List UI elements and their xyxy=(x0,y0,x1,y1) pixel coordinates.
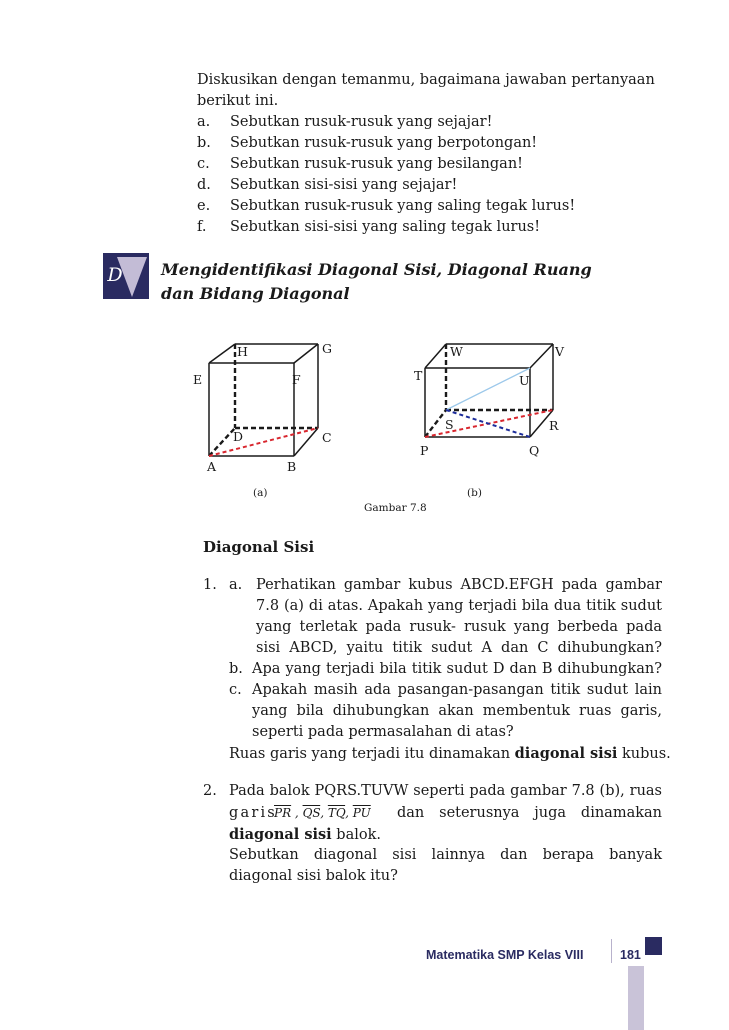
edge-EH xyxy=(209,344,235,363)
list-label: a. xyxy=(197,114,211,130)
q1a-line: 7.8 (a) di atas. Apakah yang terjadi bila dua titik sudut xyxy=(256,598,662,614)
segment-TQ: $\overline{TQ}$ xyxy=(327,806,346,820)
section-title-line: Mengidentifikasi Diagonal Sisi, Diagonal Ruang xyxy=(161,260,592,279)
list-item xyxy=(197,133,667,154)
list-text: Sebutkan rusuk-rusuk yang besilangan! xyxy=(230,156,523,172)
vertex-label-E: E xyxy=(193,372,203,387)
list-text: Sebutkan rusuk-rusuk yang berpotongan! xyxy=(230,135,538,151)
diagonal-AC xyxy=(209,428,318,456)
garis-word: garis xyxy=(229,805,277,821)
section-title-line: dan Bidang Diagonal xyxy=(161,284,350,303)
page-number: 181 xyxy=(620,948,641,962)
edge-FG xyxy=(294,344,318,363)
vertex-label-P: P xyxy=(420,443,429,458)
vertex-label-U: U xyxy=(519,373,530,388)
vertex-label-A: A xyxy=(207,459,217,474)
edge-AD-hidden xyxy=(209,428,235,456)
edge-BC xyxy=(294,428,318,456)
conclusion-term: diagonal sisi xyxy=(514,745,618,762)
q1-number: 1. xyxy=(203,577,217,593)
q2-line: dan seterusnya juga dinamakan xyxy=(397,805,662,821)
segment-PR: $\overline{PR}$ xyxy=(274,806,292,820)
q1b-text: Apa yang terjadi bila titik sudut D dan B dihubungkan? xyxy=(252,661,662,677)
segment-QS: $\overline{QS}$ xyxy=(302,806,321,820)
vertex-label-T: T xyxy=(414,368,423,383)
footer-divider xyxy=(611,939,612,963)
list-item xyxy=(197,112,667,133)
edge-PS-hidden xyxy=(425,410,446,437)
list-text: Sebutkan rusuk-rusuk yang saling tegak lurus! xyxy=(230,198,576,214)
vertex-label-S: S xyxy=(445,417,454,432)
list-item xyxy=(197,154,667,175)
q1c-label: c. xyxy=(229,682,242,698)
edge-UV xyxy=(530,344,553,368)
vertex-label-R: R xyxy=(549,418,559,433)
list-label: d. xyxy=(197,177,211,193)
vertex-label-Q: Q xyxy=(529,443,540,458)
vertex-label-D: D xyxy=(233,429,244,444)
figure-7-8 xyxy=(0,330,729,520)
vertex-label-G: G xyxy=(322,341,332,356)
subfigure-label-b: (b) xyxy=(467,487,482,499)
vertex-label-H: H xyxy=(237,344,248,359)
q1c-line: Apakah masih ada pasangan-pasangan titik sudut lain xyxy=(252,682,662,698)
list-text: Sebutkan sisi-sisi yang saling tegak lurus! xyxy=(230,219,541,235)
list-label: e. xyxy=(197,198,211,214)
q2-line xyxy=(229,824,381,846)
list-text: Sebutkan sisi-sisi yang sejajar! xyxy=(230,177,458,193)
discussion-block xyxy=(197,70,667,238)
section-badge xyxy=(103,253,149,299)
diagonal-SQ xyxy=(446,410,530,437)
vertex-label-V: V xyxy=(555,344,565,359)
list-label: c. xyxy=(197,156,210,172)
q1b-label: b. xyxy=(229,661,243,677)
q2-text: balok. xyxy=(331,827,382,843)
list-label: f. xyxy=(197,219,207,235)
diagonal-SU xyxy=(446,368,530,410)
footer-book-title: Matematika SMP Kelas VIII xyxy=(426,948,584,962)
cube-figure xyxy=(209,344,318,456)
footer-bar xyxy=(628,966,644,1030)
q1a-line: yang terletak pada rusuk- rusuk yang berbeda pada xyxy=(256,619,662,635)
q1c-line: seperti pada permasalahan di atas? xyxy=(252,724,514,740)
q2-line: diagonal sisi balok itu? xyxy=(229,868,398,884)
q2-line: Pada balok PQRS.TUVW seperti pada gambar 7.8 (b), ruas xyxy=(229,783,662,799)
q1a-label: a. xyxy=(229,577,243,593)
q1c-line: yang bila dihubungkan akan membentuk ruas garis, xyxy=(252,703,662,719)
list-item xyxy=(197,175,667,196)
list-label: b. xyxy=(197,135,211,151)
vertex-label-F: F xyxy=(292,372,301,387)
segment-list: $\overline{PR}$ , $\overline{QS}$, $\overline{TQ}$, $\overline{PU}$ xyxy=(274,806,371,820)
intro-line: berikut ini. xyxy=(197,93,279,109)
q1a-line: sisi ABCD, yaitu titik sudut A dan C dihubungkan? xyxy=(256,640,662,656)
segment-PU: $\overline{PU}$ xyxy=(352,806,371,820)
list-item xyxy=(197,196,667,217)
figure-caption: Gambar 7.8 xyxy=(364,502,427,514)
badge-letter: D xyxy=(107,264,123,286)
subsection-heading: Diagonal Sisi xyxy=(203,538,315,556)
vertex-label-C: C xyxy=(322,430,332,445)
vertex-label-B: B xyxy=(287,459,297,474)
q1-conclusion xyxy=(229,743,671,765)
list-item xyxy=(197,217,667,238)
section-title xyxy=(161,258,592,306)
intro-line: Diskusikan dengan temanmu, bagaimana jawaban pertanyaan xyxy=(197,72,655,88)
vertex-label-W: W xyxy=(450,344,463,359)
q2-term: diagonal sisi xyxy=(229,826,332,843)
footer-square-icon xyxy=(645,937,662,955)
q2-segment-line xyxy=(229,803,662,825)
q2-line: Sebutkan diagonal sisi lainnya dan berapa banyak xyxy=(229,847,662,863)
q1a-line: Perhatikan gambar kubus ABCD.EFGH pada gambar xyxy=(256,577,662,593)
q2-number: 2. xyxy=(203,783,217,799)
conclusion-text: Ruas garis yang terjadi itu dinamakan xyxy=(229,746,515,762)
list-text: Sebutkan rusuk-rusuk yang sejajar! xyxy=(230,114,493,130)
subfigure-label-a: (a) xyxy=(253,487,268,499)
edge-TW xyxy=(425,344,446,368)
conclusion-text: kubus. xyxy=(617,746,671,762)
